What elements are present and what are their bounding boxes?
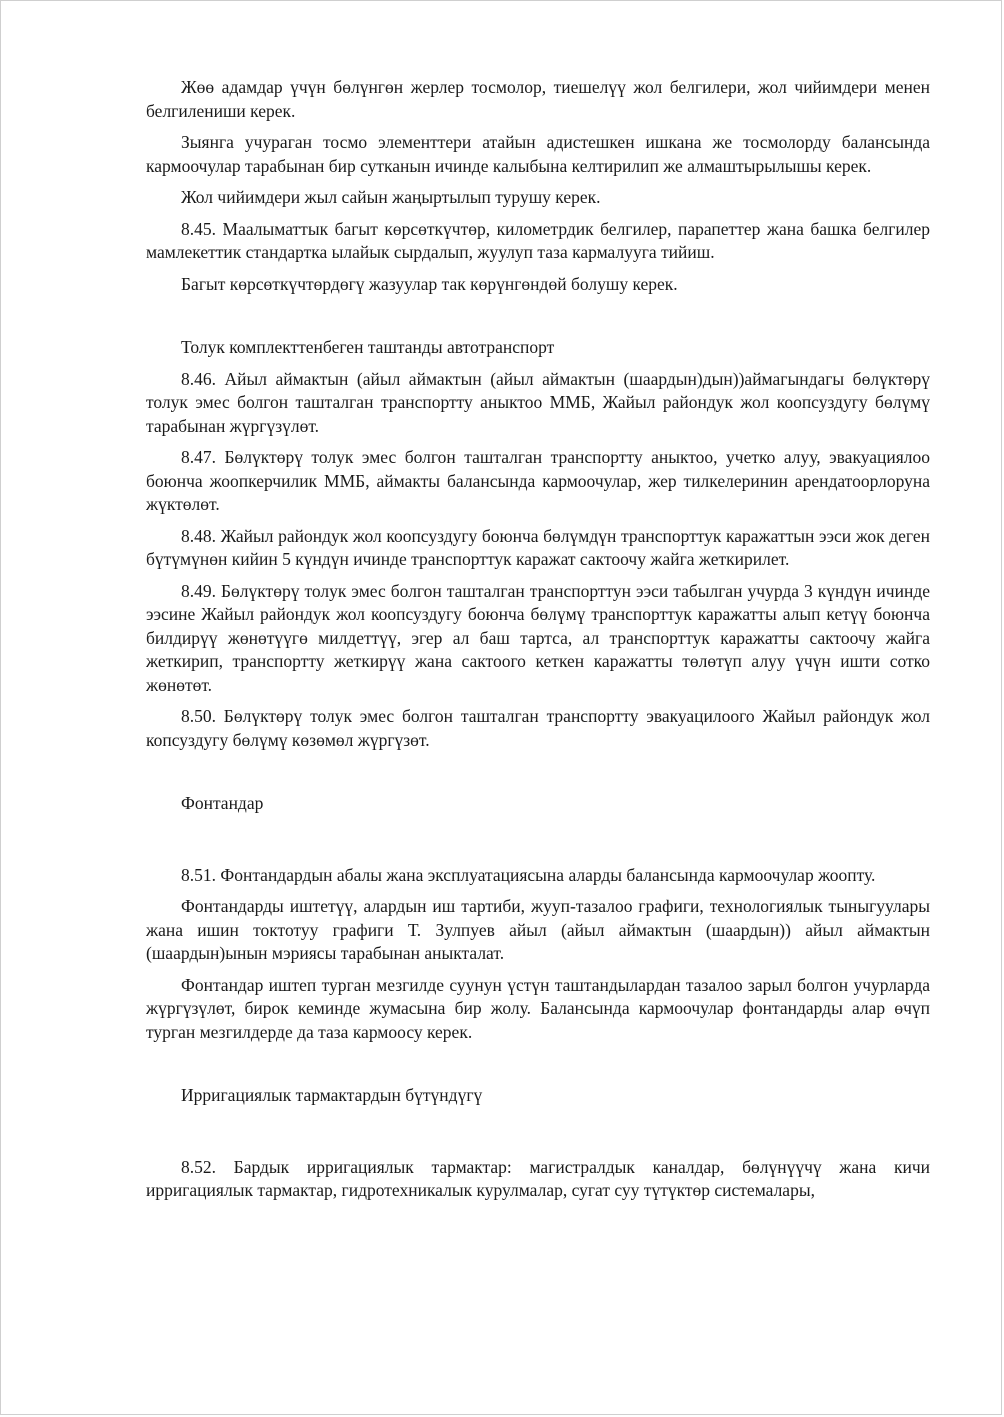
paragraph: 8.46. Айыл аймактын (айыл аймактын (айыл аймактын (шаардын)дын))аймагындагы бөлүктөрү толук эмес болгон ташталган транспортту аныктоо ММБ, Жайыл райондук жол коопсуздугу бөлүмү тарабынан жүргүзүлөт. <box>146 368 930 436</box>
paragraph: 8.50. Бөлүктөрү толук эмес болгон ташталган транспортту эвакуацилоого Жайыл райондук жол копсуздугу бөлүмү көзөмөл жүргүзөт. <box>146 706 930 750</box>
paragraph: Фонтандар иштеп турган мезгилде суунун үстүн таштандылардан тазалоо зарыл болгон учурларда жүргүзүлөт, бирок кеминде жумасына бир жолу. Балансында кармоочулар фонтандарды алар өчүп турган мезгилдерде да таза кармоосу керек. <box>146 974 930 1042</box>
paragraph: 8.47. Бөлүктөрү толук эмес болгон ташталган транспортту аныктоо, учетко алуу, эвакуациялоо боюнча жоопкерчилик ММБ, аймакты балансында кармоочулар, жер тилкелеринин арендатоорлоруна жүктөлөт. <box>146 447 930 514</box>
section-heading-fountains: Фонтандар <box>181 793 264 813</box>
paragraph: Жол чийимдери жыл сайын жаңыртылып турушу керек. <box>181 187 601 207</box>
document-body <box>146 76 930 1211</box>
paragraph: 8.48. Жайыл райондук жол коопсуздугу боюнча бөлүмдүн транспорттук каражаттын ээси жок деген бүтүмүнөн кийин 5 күндүн ичинде транспорттук каражат сактоочу жайга жеткирилет. <box>146 525 930 569</box>
paragraph: Фонтандарды иштетүү, алардын иш тартиби, жууп-тазалоо графиги, технологиялык тыныгуулары жана ишин токтотуу графиги Т. Зулпуев айыл (айыл аймактын (шаардын)) айыл аймактын (шаардын)ынын мэриясы тарабынан аныкталат. <box>146 896 930 963</box>
paragraph: 8.45. Маалыматтык багыт көрсөткүчтөр, километрдик белгилер, парапеттер жана башка белгилер мамлекеттик стандартка ылайык сырдалып, жуулуп таза кармалууга тийиш. <box>146 218 930 262</box>
section-gap <box>146 760 930 792</box>
section-gap <box>146 1052 930 1084</box>
paragraph: 8.52. Бардык ирригациялык тармактар: магистралдык каналдар, бөлүнүүчү жана кичи ирригациялык тармактар, гидротехникалык курулмалар, сугат суу түтүктөр системалары, <box>146 1156 930 1200</box>
paragraph: 8.49. Бөлүктөрү толук эмес болгон ташталган транспорттун ээси табылган учурда 3 күндүн ичинде ээсине Жайыл райондук жол коопсуздугу боюнча бөлүмү транспорттук каражатты алып кетүү боюнча билдирүү жөнөтүүгө милдеттүү, эгер ал баш тартса, ал транспорттук каражатты сактоочу жайга жеткирип, транспортту жеткирүү жана сактоого кеткен каражатты төлөтүп алуу үчүн ишти сотко жөнөтөт. <box>146 580 930 695</box>
section-gap <box>146 304 930 336</box>
paragraph: Жөө адамдар үчүн бөлүнгөн жерлер тосмолор, тиешелүү жол белгилери, жол чийимдери менен белгилениши керек. <box>146 77 930 121</box>
section-gap <box>146 824 930 864</box>
section-gap <box>146 1116 930 1156</box>
paragraph: Зыянга учураган тосмо элементтери атайын адистешкен ишкана же тосмолорду балансында кармоочулар тарабынан бир сутканын ичинде калыбына келтирилип же алмаштырылышы керек. <box>146 132 930 176</box>
section-heading-irrigation: Ирригациялык тармактардын бүтүндүгү <box>181 1085 483 1105</box>
paragraph: 8.51. Фонтандардын абалы жана эксплуатациясына аларды балансында кармоочулар жоопту. <box>181 864 876 885</box>
section-heading-abandoned-transport: Толук комплекттенбеген таштанды автотранспорт <box>181 337 555 357</box>
paragraph: Багыт көрсөткүчтөрдөгү жазуулар так көрүнгөндөй болушу керек. <box>181 273 678 294</box>
